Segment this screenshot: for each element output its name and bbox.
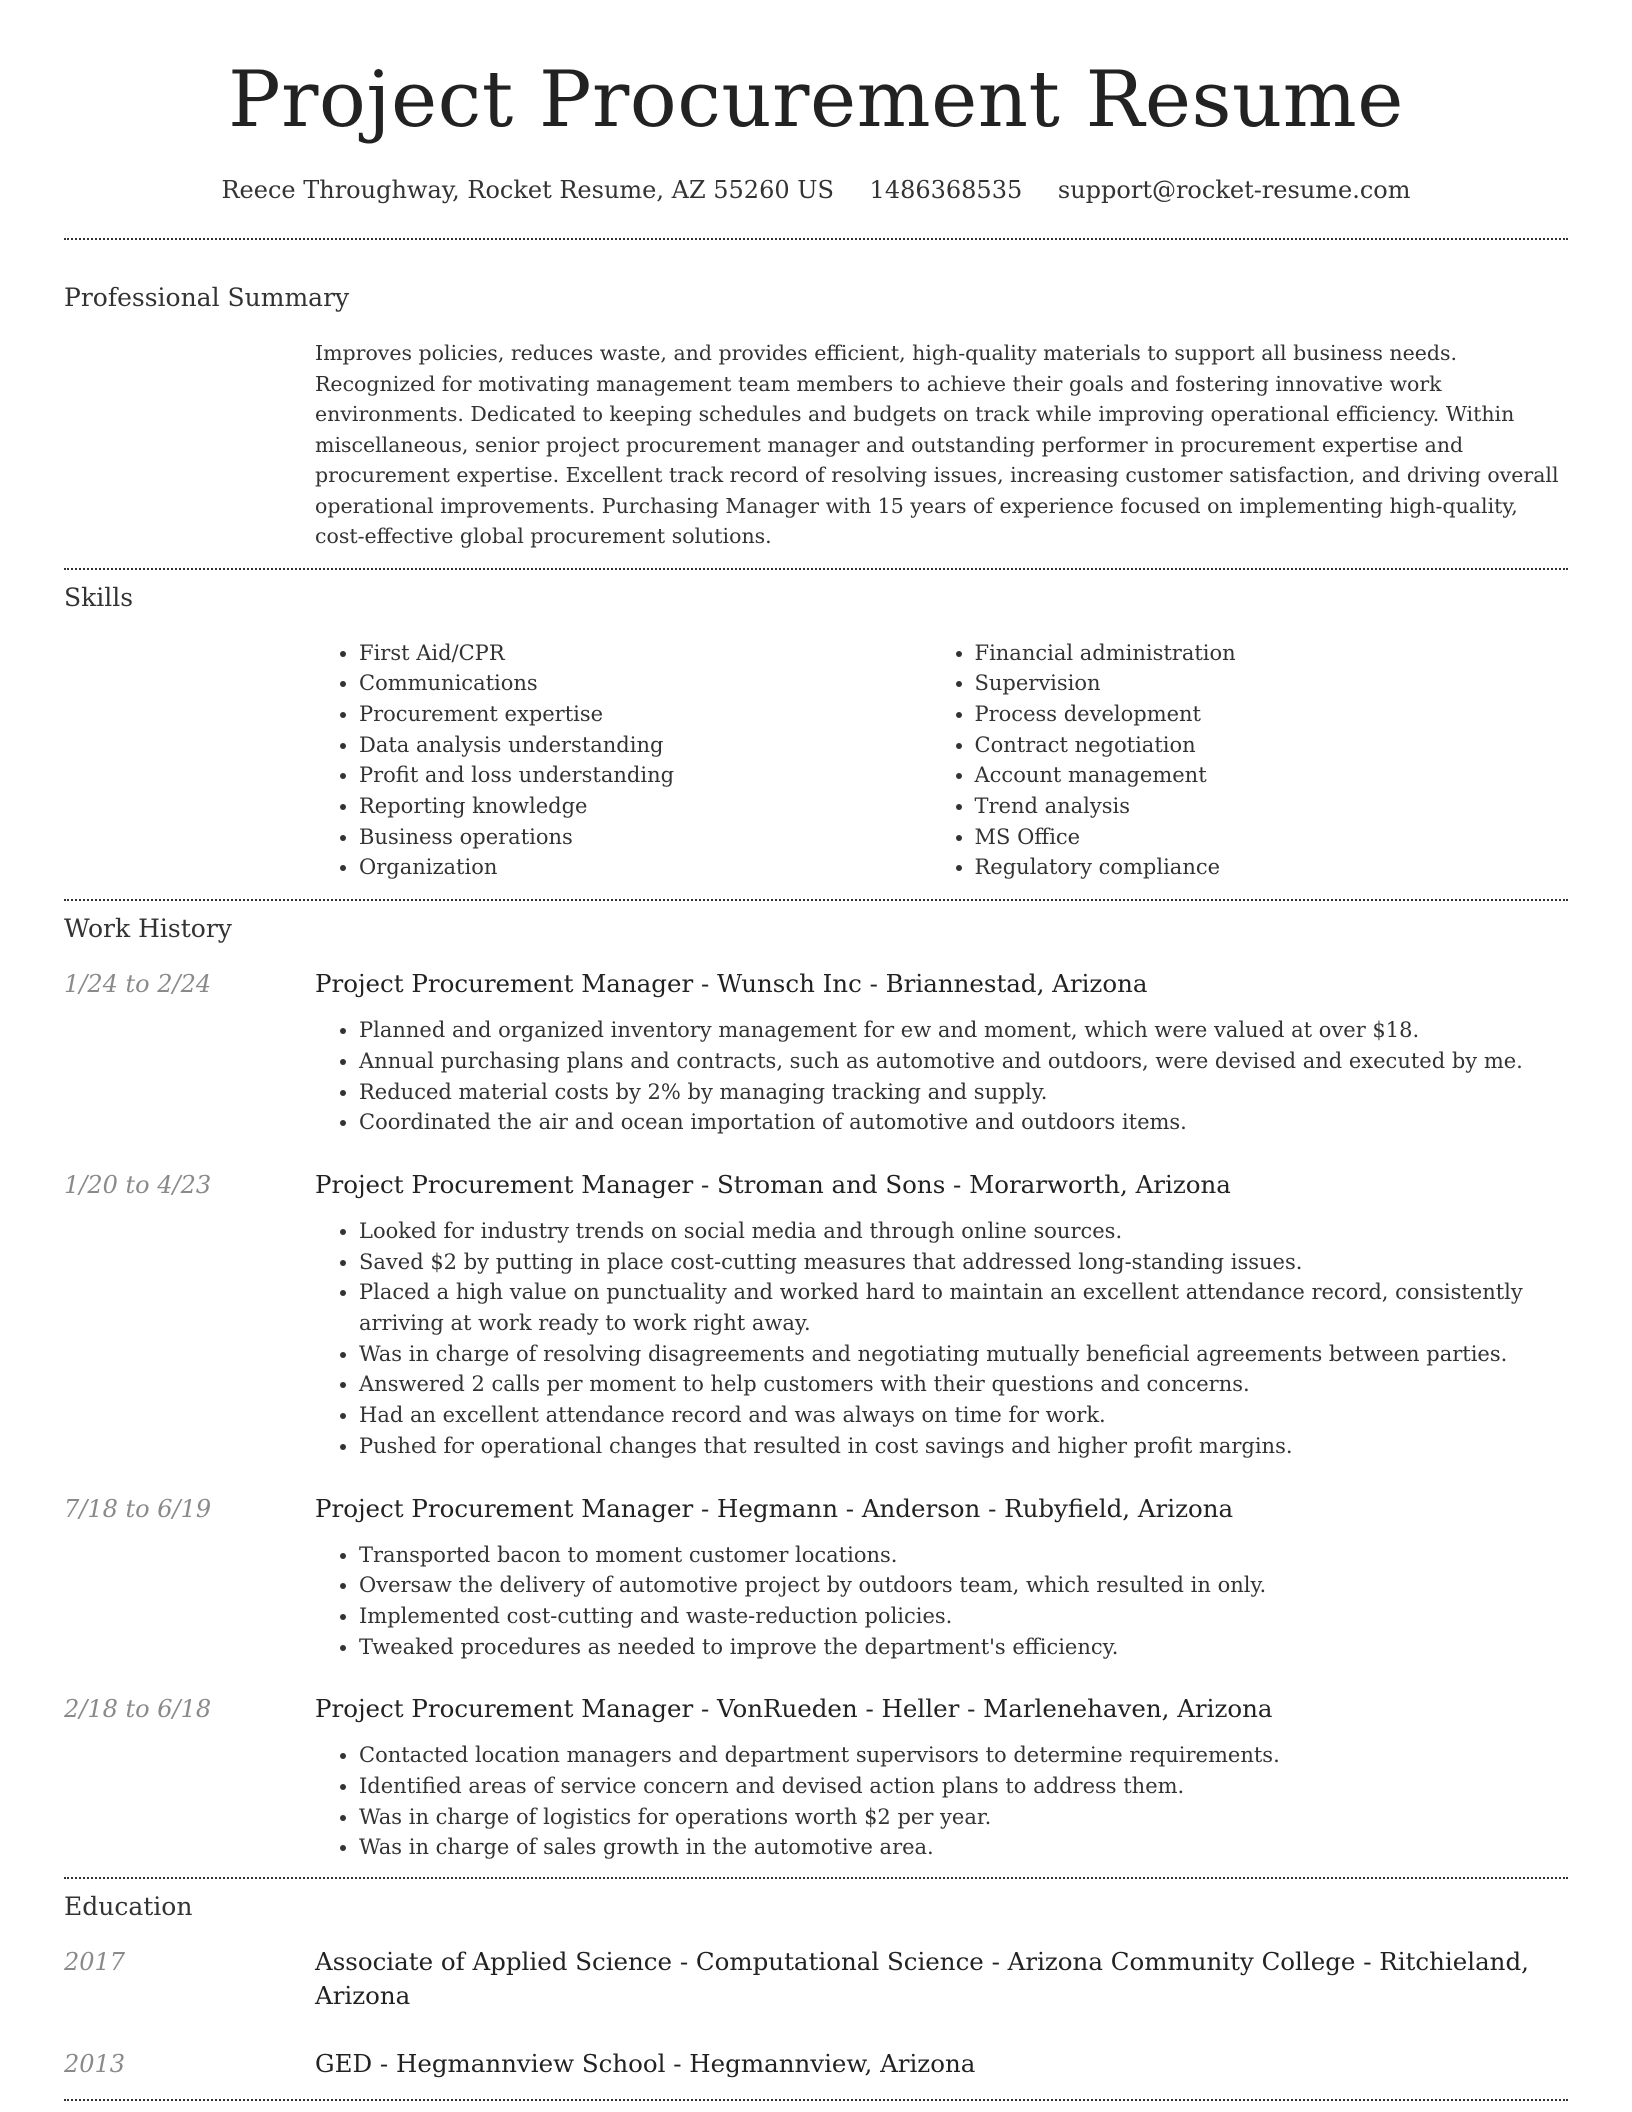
divider bbox=[64, 2099, 1568, 2101]
education-heading: Education bbox=[64, 1892, 193, 1922]
skill-item: • Communications bbox=[359, 668, 953, 699]
skill-item: • Profit and loss understanding bbox=[359, 760, 953, 791]
education-year: 2013 bbox=[64, 2050, 126, 2079]
education-entry bbox=[64, 2047, 1568, 2081]
education-body bbox=[315, 1945, 1568, 2013]
skill-item: • Procurement expertise bbox=[359, 699, 953, 730]
summary-heading: Professional Summary bbox=[64, 283, 350, 312]
job-bullet: • Transported bacon to moment customer locations. bbox=[359, 1540, 1568, 1571]
skill-item: • Trend analysis bbox=[975, 791, 1569, 822]
skill-item: • Organization bbox=[359, 852, 953, 883]
job-title: Project Procurement Manager - Wunsch Inc - Briannestad, Arizona bbox=[315, 969, 1148, 999]
job-bullet: • Implemented cost-cutting and waste-reduction policies. bbox=[359, 1601, 1568, 1632]
job-title: Project Procurement Manager - VonRueden - Heller - Marlenehaven, Arizona bbox=[315, 1694, 1273, 1724]
skill-item: • Regulatory compliance bbox=[975, 852, 1569, 883]
job-bullet: • Answered 2 calls per moment to help customers with their questions and concerns. bbox=[359, 1369, 1568, 1400]
job-body bbox=[315, 967, 1568, 1138]
job-bullet: • Looked for industry trends on social media and through online sources. bbox=[359, 1216, 1568, 1247]
job-bullet: • Tweaked procedures as needed to improve the department's efficiency. bbox=[359, 1632, 1568, 1663]
contact-email: support@rocket-resume.com bbox=[1057, 176, 1411, 204]
job-dates: 2/18 to 6/18 bbox=[64, 1695, 212, 1724]
education-title: GED - Hegmannview School - Hegmannview, Arizona bbox=[315, 2049, 976, 2079]
skill-item: • Contract negotiation bbox=[975, 730, 1569, 761]
job-bullet: • Contacted location managers and department supervisors to determine requirements. bbox=[359, 1740, 1568, 1771]
job-body bbox=[315, 1168, 1568, 1462]
job-bullet: • Pushed for operational changes that resulted in cost savings and higher profit margins. bbox=[359, 1431, 1568, 1462]
job-title: Project Procurement Manager - Stroman and Sons - Morarworth, Arizona bbox=[315, 1169, 1231, 1199]
summary-text: Improves policies, reduces waste, and provides efficient, high-quality materials to support all business needs. Recognized for motivating management team members to achieve their goals and fostering innovative work environments. Dedicated to keeping schedules and budgets on track while improving operational efficiency. Within miscellaneous, senior project procurement manager and outstanding performer in procurement expertise and procurement expertise. Excellent track record of resolving issues, increasing customer satisfaction, and driving overall operational improvements. Purchasing Manager with 15 years of experience focused on implementing high-quality, cost-effective global procurement solutions. bbox=[315, 341, 1559, 548]
work-section bbox=[64, 913, 1568, 1863]
divider bbox=[64, 238, 1568, 240]
job-bullet: • Saved $2 by putting in place cost-cutting measures that addressed long-standing issues. bbox=[359, 1247, 1568, 1278]
education-title: Associate of Applied Science - Computational Science - Arizona Community College - Ritchieland, Arizona bbox=[315, 1947, 1529, 2011]
job-bullet: • Coordinated the air and ocean importation of automotive and outdoors items. bbox=[359, 1107, 1568, 1138]
work-heading: Work History bbox=[64, 914, 232, 944]
skills-list-right bbox=[953, 638, 1569, 884]
skill-item: • Supervision bbox=[975, 668, 1569, 699]
skill-item: • Business operations bbox=[359, 822, 953, 853]
skill-item: • MS Office bbox=[975, 822, 1569, 853]
skill-item: • Process development bbox=[975, 699, 1569, 730]
job-bullet: • Annual purchasing plans and contracts, such as automotive and outdoors, were devised and executed by me. bbox=[359, 1046, 1568, 1077]
job-bullet: • Planned and organized inventory management for ew and moment, which were valued at over $18. bbox=[359, 1015, 1568, 1046]
job-bullet: • Oversaw the delivery of automotive project by outdoors team, which resulted in only. bbox=[359, 1570, 1568, 1601]
skills-columns bbox=[337, 638, 1568, 884]
contact-address: Reece Throughway, Rocket Resume, AZ 55260 US bbox=[221, 176, 834, 204]
divider bbox=[64, 568, 1568, 570]
skill-item: • Reporting knowledge bbox=[359, 791, 953, 822]
contact-phone: 1486368535 bbox=[869, 176, 1023, 204]
skill-item: • Account management bbox=[975, 760, 1569, 791]
job-bullet: • Reduced material costs by 2% by managing tracking and supply. bbox=[359, 1077, 1568, 1108]
skill-item: • First Aid/CPR bbox=[359, 638, 953, 669]
resume-title: Project Procurement Resume bbox=[228, 55, 1404, 145]
skills-section bbox=[64, 582, 1568, 884]
job-bullet: • Was in charge of sales growth in the automotive area. bbox=[359, 1832, 1568, 1863]
job-bullet: • Placed a high value on punctuality and worked hard to maintain an excellent attendance record, consistently arriving at work ready to work right away. bbox=[359, 1277, 1568, 1338]
education-entry bbox=[64, 1945, 1568, 2013]
job-dates: 1/20 to 4/23 bbox=[64, 1170, 212, 1199]
job-body bbox=[315, 1692, 1568, 1863]
divider bbox=[64, 1877, 1568, 1879]
job-body bbox=[315, 1492, 1568, 1663]
job-entry bbox=[64, 967, 1568, 1138]
job-bullet: • Identified areas of service concern and devised action plans to address them. bbox=[359, 1771, 1568, 1802]
summary-section bbox=[64, 282, 1568, 552]
job-entry bbox=[64, 1492, 1568, 1663]
skills-heading: Skills bbox=[64, 582, 134, 612]
skill-item: • Data analysis understanding bbox=[359, 730, 953, 761]
job-bullet: • Was in charge of logistics for operations worth $2 per year. bbox=[359, 1802, 1568, 1833]
job-entry bbox=[64, 1692, 1568, 1863]
education-body bbox=[315, 2047, 1568, 2081]
job-bullets bbox=[315, 1216, 1568, 1462]
job-bullet: • Had an excellent attendance record and was always on time for work. bbox=[359, 1400, 1568, 1431]
contact-line bbox=[64, 174, 1568, 206]
job-dates: 1/24 to 2/24 bbox=[64, 970, 212, 999]
job-title: Project Procurement Manager - Hegmann - Anderson - Rubyfield, Arizona bbox=[315, 1493, 1234, 1523]
job-bullets bbox=[315, 1540, 1568, 1663]
job-bullet: • Was in charge of resolving disagreements and negotiating mutually beneficial agreements between parties. bbox=[359, 1339, 1568, 1370]
job-dates: 7/18 to 6/19 bbox=[64, 1494, 212, 1523]
job-bullets bbox=[315, 1740, 1568, 1863]
job-entry bbox=[64, 1168, 1568, 1462]
divider bbox=[64, 899, 1568, 901]
education-year: 2017 bbox=[64, 1948, 126, 1977]
skills-list-left bbox=[337, 638, 953, 884]
skill-item: • Financial administration bbox=[975, 638, 1569, 669]
job-bullets bbox=[315, 1015, 1568, 1138]
education-section bbox=[64, 1891, 1568, 2081]
